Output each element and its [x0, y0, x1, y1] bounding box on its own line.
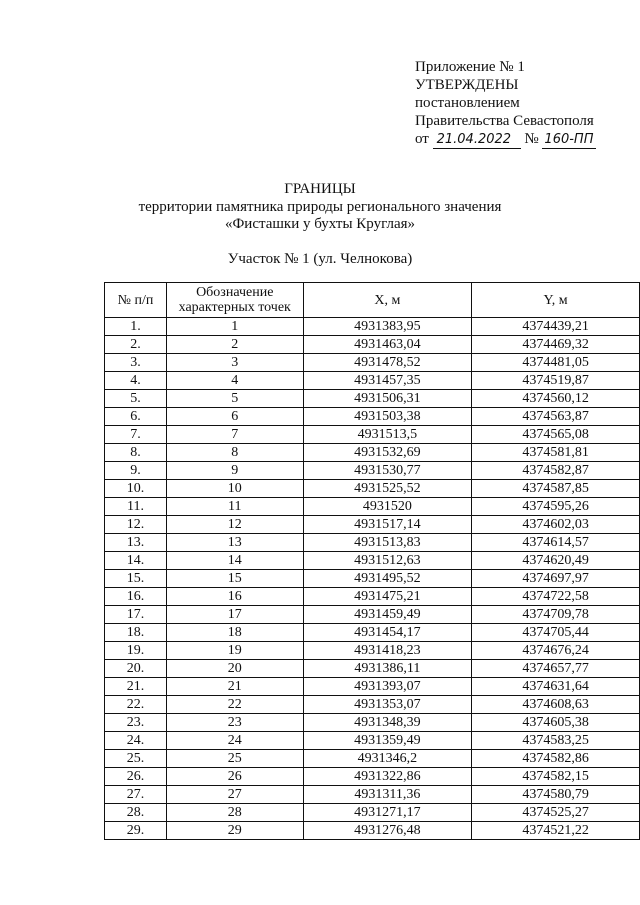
y-coordinate: 4374722,58 — [472, 588, 640, 606]
point-label: 19 — [166, 642, 303, 660]
table-row — [105, 660, 640, 678]
point-label: 14 — [166, 552, 303, 570]
number-field — [542, 130, 596, 149]
row-index: 22. — [105, 696, 167, 714]
table-row — [105, 570, 640, 588]
resolution-label: постановлением — [415, 95, 520, 111]
header-y: Y, м — [472, 283, 640, 318]
x-coordinate: 4931271,17 — [303, 804, 472, 822]
x-coordinate: 4931353,07 — [303, 696, 472, 714]
point-label: 3 — [166, 354, 303, 372]
table-row — [105, 714, 640, 732]
point-label: 1 — [166, 318, 303, 336]
x-coordinate: 4931475,21 — [303, 588, 472, 606]
y-coordinate: 4374620,49 — [472, 552, 640, 570]
point-label: 26 — [166, 768, 303, 786]
table-row — [105, 786, 640, 804]
y-coordinate: 4374583,25 — [472, 732, 640, 750]
y-coordinate: 4374519,87 — [472, 372, 640, 390]
row-index: 4. — [105, 372, 167, 390]
row-index: 14. — [105, 552, 167, 570]
table-row — [105, 750, 640, 768]
table-header-row — [105, 283, 640, 318]
row-index: 26. — [105, 768, 167, 786]
table-row — [105, 588, 640, 606]
point-label: 13 — [166, 534, 303, 552]
row-index: 9. — [105, 462, 167, 480]
row-index: 11. — [105, 498, 167, 516]
table-row — [105, 354, 640, 372]
row-index: 23. — [105, 714, 167, 732]
government-label: Правительства Севастополя — [415, 113, 594, 129]
y-coordinate: 4374582,87 — [472, 462, 640, 480]
resolution-date-line — [415, 130, 596, 149]
table-row — [105, 444, 640, 462]
point-label: 25 — [166, 750, 303, 768]
point-label: 20 — [166, 660, 303, 678]
row-index: 3. — [105, 354, 167, 372]
x-coordinate: 4931517,14 — [303, 516, 472, 534]
y-coordinate: 4374709,78 — [472, 606, 640, 624]
point-label: 11 — [166, 498, 303, 516]
x-coordinate: 4931383,95 — [303, 318, 472, 336]
x-coordinate: 4931322,86 — [303, 768, 472, 786]
x-coordinate: 4931513,5 — [303, 426, 472, 444]
x-coordinate: 4931311,36 — [303, 786, 472, 804]
row-index: 25. — [105, 750, 167, 768]
table-row — [105, 480, 640, 498]
table-row — [105, 822, 640, 840]
table-row — [105, 552, 640, 570]
y-coordinate: 4374608,63 — [472, 696, 640, 714]
row-index: 17. — [105, 606, 167, 624]
table-row — [105, 606, 640, 624]
point-label: 6 — [166, 408, 303, 426]
y-coordinate: 4374631,64 — [472, 678, 640, 696]
x-coordinate: 4931459,49 — [303, 606, 472, 624]
x-coordinate: 4931346,2 — [303, 750, 472, 768]
y-coordinate: 4374605,38 — [472, 714, 640, 732]
x-coordinate: 4931463,04 — [303, 336, 472, 354]
point-label: 23 — [166, 714, 303, 732]
y-coordinate: 4374705,44 — [472, 624, 640, 642]
row-index: 19. — [105, 642, 167, 660]
point-label: 17 — [166, 606, 303, 624]
y-coordinate: 4374481,05 — [472, 354, 640, 372]
x-coordinate: 4931530,77 — [303, 462, 472, 480]
table-row — [105, 318, 640, 336]
point-label: 12 — [166, 516, 303, 534]
table-row — [105, 678, 640, 696]
row-index: 13. — [105, 534, 167, 552]
y-coordinate: 4374521,22 — [472, 822, 640, 840]
header-x: X, м — [303, 283, 472, 318]
y-coordinate: 4374469,32 — [472, 336, 640, 354]
point-label: 8 — [166, 444, 303, 462]
table-row — [105, 408, 640, 426]
row-index: 10. — [105, 480, 167, 498]
row-index: 1. — [105, 318, 167, 336]
point-label: 21 — [166, 678, 303, 696]
x-coordinate: 4931386,11 — [303, 660, 472, 678]
handwritten-number: 160-ПП — [544, 132, 594, 147]
point-label: 15 — [166, 570, 303, 588]
point-label: 7 — [166, 426, 303, 444]
x-coordinate: 4931512,63 — [303, 552, 472, 570]
document-title: ГРАНИЦЫ — [284, 181, 356, 197]
point-label: 18 — [166, 624, 303, 642]
y-coordinate: 4374697,97 — [472, 570, 640, 588]
x-coordinate: 4931457,35 — [303, 372, 472, 390]
y-coordinate: 4374587,85 — [472, 480, 640, 498]
point-label: 22 — [166, 696, 303, 714]
document-subtitle-line1: территории памятника природы регионального значения — [138, 199, 502, 215]
table-row — [105, 372, 640, 390]
y-coordinate: 4374563,87 — [472, 408, 640, 426]
row-index: 12. — [105, 516, 167, 534]
row-index: 20. — [105, 660, 167, 678]
document-subtitle-line2: «Фисташки у бухты Круглая» — [224, 216, 416, 232]
row-index: 24. — [105, 732, 167, 750]
table-row — [105, 534, 640, 552]
table-row — [105, 516, 640, 534]
appendix-number: Приложение № 1 — [415, 59, 525, 75]
table-row — [105, 426, 640, 444]
x-coordinate: 4931478,52 — [303, 354, 472, 372]
y-coordinate: 4374602,03 — [472, 516, 640, 534]
x-coordinate: 4931520 — [303, 498, 472, 516]
header-index: № п/п — [105, 283, 167, 318]
from-prefix: от — [415, 131, 429, 147]
y-coordinate: 4374565,08 — [472, 426, 640, 444]
x-coordinate: 4931525,52 — [303, 480, 472, 498]
point-label: 5 — [166, 390, 303, 408]
handwritten-date: 21.04.2022 — [436, 132, 512, 147]
table-row — [105, 804, 640, 822]
number-prefix: № — [524, 131, 539, 147]
y-coordinate: 4374581,81 — [472, 444, 640, 462]
y-coordinate: 4374676,24 — [472, 642, 640, 660]
table-body — [105, 318, 640, 840]
point-label: 2 — [166, 336, 303, 354]
row-index: 28. — [105, 804, 167, 822]
table-row — [105, 768, 640, 786]
table-row — [105, 336, 640, 354]
table-row — [105, 696, 640, 714]
x-coordinate: 4931513,83 — [303, 534, 472, 552]
point-label: 4 — [166, 372, 303, 390]
approved-label: УТВЕРЖДЕНЫ — [415, 77, 519, 93]
row-index: 29. — [105, 822, 167, 840]
point-label: 10 — [166, 480, 303, 498]
y-coordinate: 4374582,15 — [472, 768, 640, 786]
x-coordinate: 4931532,69 — [303, 444, 472, 462]
x-coordinate: 4931359,49 — [303, 732, 472, 750]
row-index: 6. — [105, 408, 167, 426]
row-index: 18. — [105, 624, 167, 642]
row-index: 16. — [105, 588, 167, 606]
row-index: 8. — [105, 444, 167, 462]
row-index: 27. — [105, 786, 167, 804]
y-coordinate: 4374595,26 — [472, 498, 640, 516]
x-coordinate: 4931418,23 — [303, 642, 472, 660]
table-row — [105, 390, 640, 408]
row-index: 2. — [105, 336, 167, 354]
table-row — [105, 732, 640, 750]
date-field — [433, 130, 521, 149]
row-index: 15. — [105, 570, 167, 588]
x-coordinate: 4931503,38 — [303, 408, 472, 426]
table-row — [105, 498, 640, 516]
y-coordinate: 4374580,79 — [472, 786, 640, 804]
point-label: 28 — [166, 804, 303, 822]
point-label: 16 — [166, 588, 303, 606]
point-label: 9 — [166, 462, 303, 480]
y-coordinate: 4374614,57 — [472, 534, 640, 552]
y-coordinate: 4374525,27 — [472, 804, 640, 822]
x-coordinate: 4931506,31 — [303, 390, 472, 408]
y-coordinate: 4374582,86 — [472, 750, 640, 768]
x-coordinate: 4931348,39 — [303, 714, 472, 732]
table-row — [105, 624, 640, 642]
table-row — [105, 642, 640, 660]
coordinates-table — [104, 282, 640, 840]
appendix-block — [415, 58, 596, 149]
header-point-label: Обозначение характерных точек — [166, 283, 303, 318]
x-coordinate: 4931495,52 — [303, 570, 472, 588]
x-coordinate: 4931454,17 — [303, 624, 472, 642]
x-coordinate: 4931276,48 — [303, 822, 472, 840]
row-index: 7. — [105, 426, 167, 444]
section-title: Участок № 1 (ул. Челнокова) — [227, 251, 413, 267]
table-row — [105, 462, 640, 480]
point-label: 29 — [166, 822, 303, 840]
row-index: 21. — [105, 678, 167, 696]
y-coordinate: 4374439,21 — [472, 318, 640, 336]
point-label: 27 — [166, 786, 303, 804]
row-index: 5. — [105, 390, 167, 408]
y-coordinate: 4374560,12 — [472, 390, 640, 408]
x-coordinate: 4931393,07 — [303, 678, 472, 696]
point-label: 24 — [166, 732, 303, 750]
y-coordinate: 4374657,77 — [472, 660, 640, 678]
